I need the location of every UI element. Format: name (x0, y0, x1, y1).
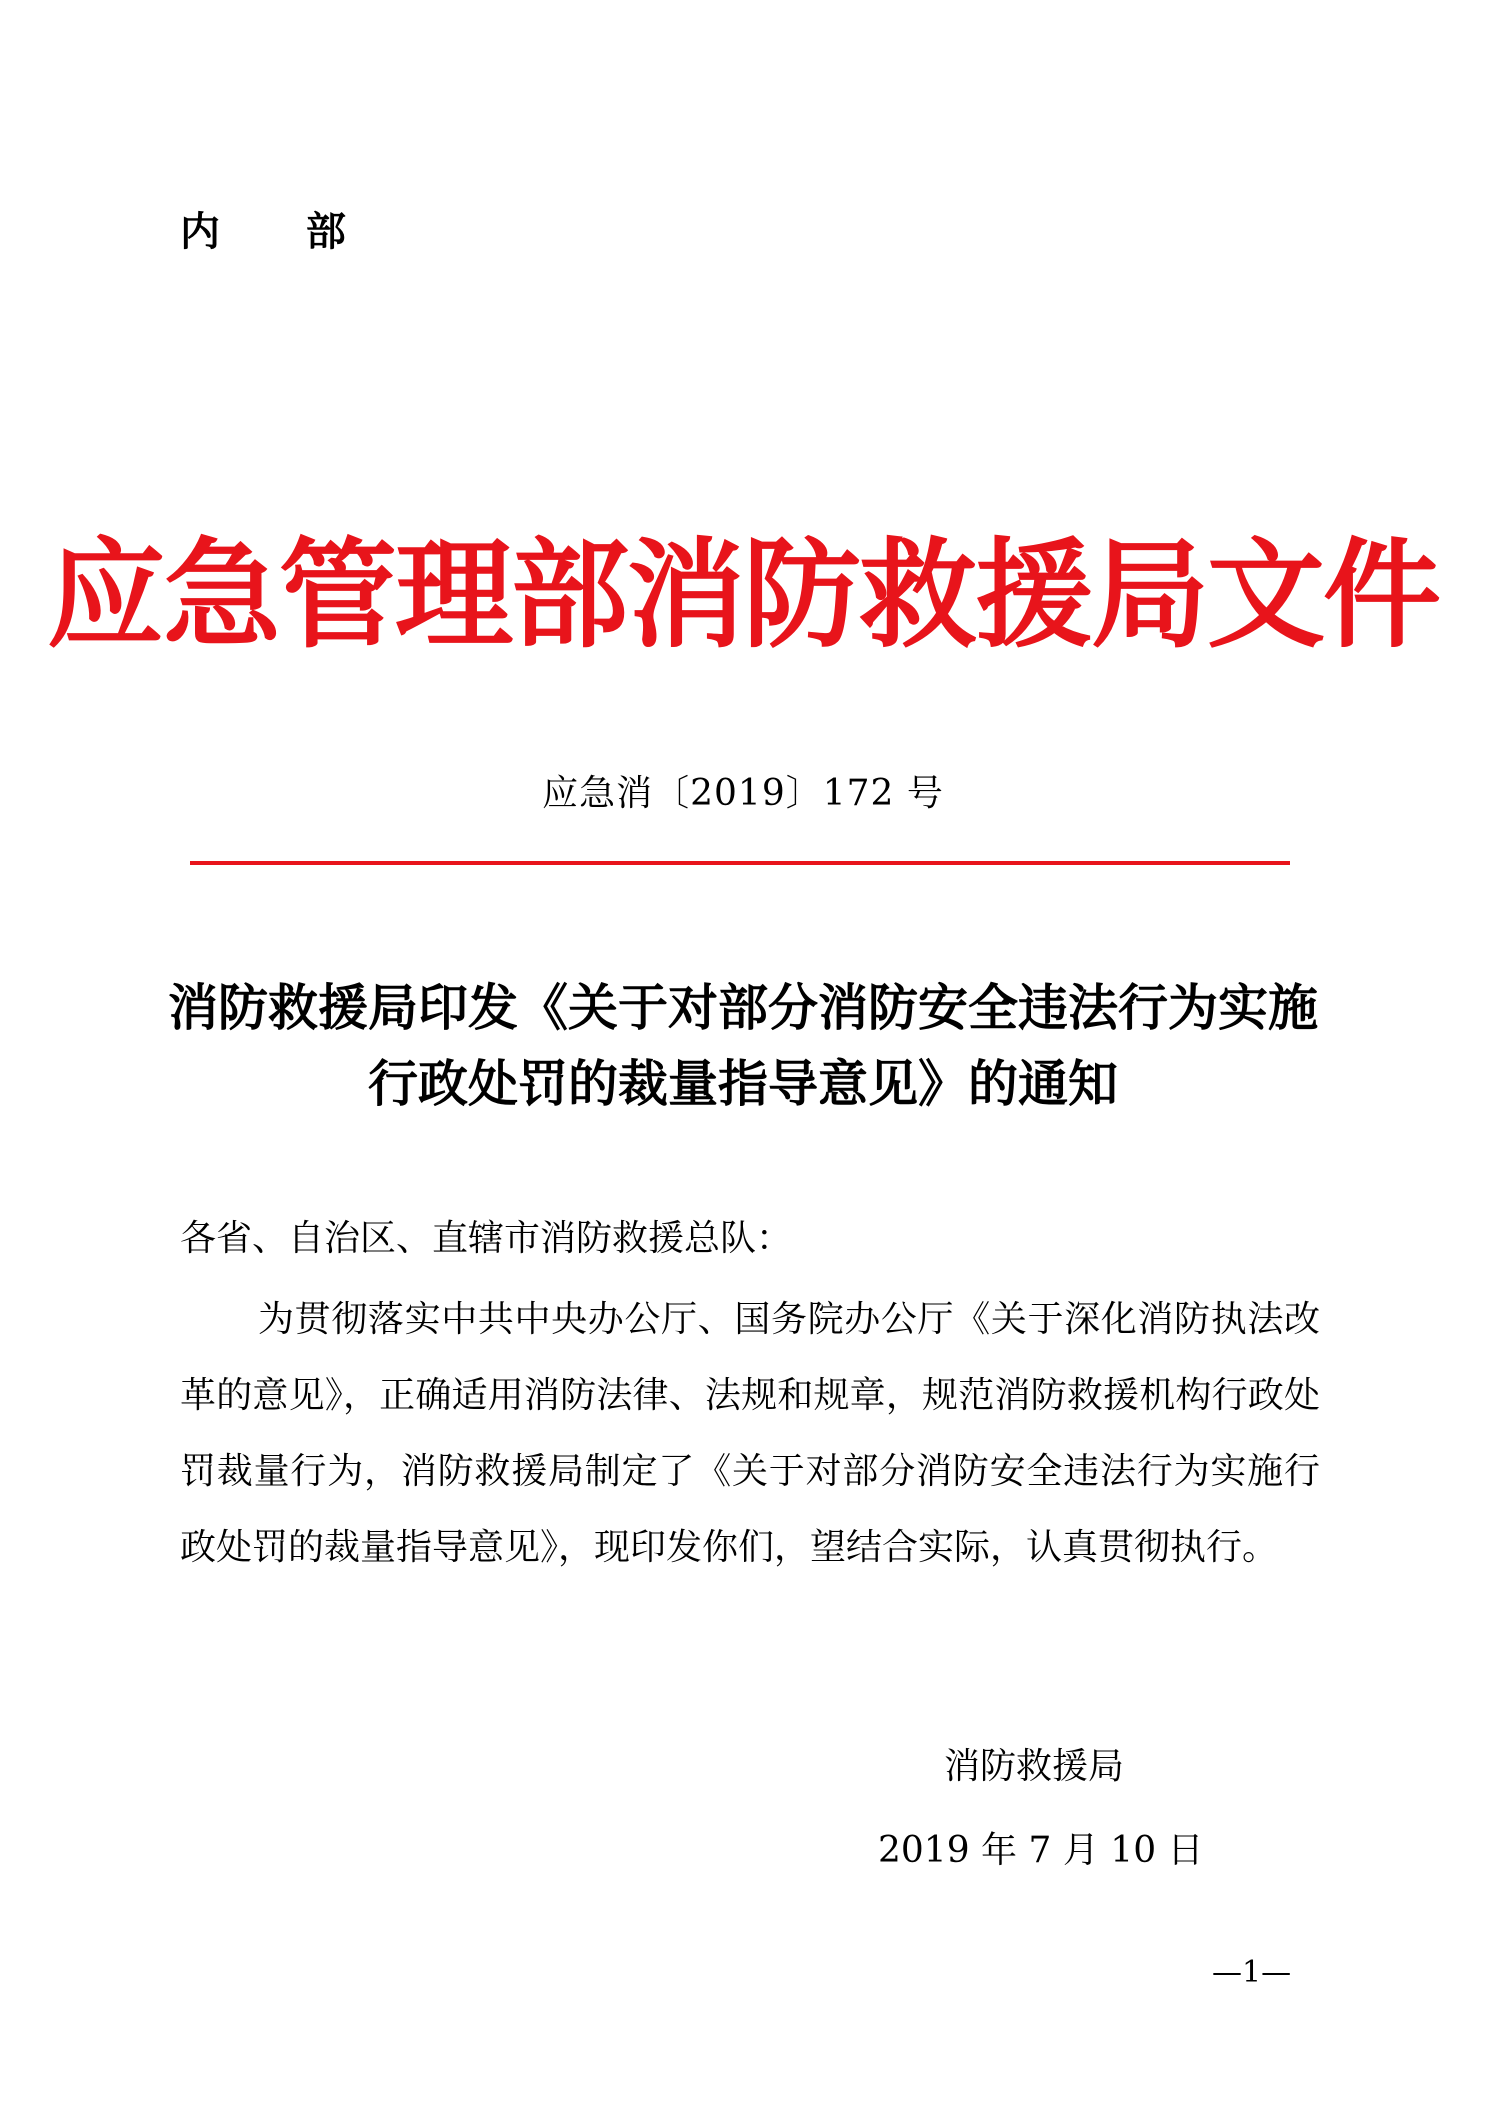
classification-label: 内 部 (180, 209, 382, 255)
salutation: 各省、自治区、直辖市消防救援总队： (180, 1218, 793, 1259)
body-paragraph: 为贯彻落实中共中央办公厅、国务院办公厅《关于深化消防执法改革的意见》，正确适用消防法律、法规和规章，规范消防救援机构行政处罚裁量行为，消防救援局制定了《关于对部分消防安全违法行为实施行政处罚的裁量指导意见》，现印发你们，望结合实际，认真贯彻执行。 (180, 1299, 1320, 1568)
document-title: 消防救援局印发《关于对部分消防安全违法行为实施行政处罚的裁量指导意见》的通知 (168, 978, 1318, 1113)
red-divider-line (190, 861, 1290, 865)
document-number: 应急消〔2019〕172 号 (542, 773, 944, 814)
issuer-red-header: 应急管理部消防救援局文件 (46, 525, 1439, 664)
issue-date: 2019 年 7 月 10 日 (878, 1830, 1204, 1871)
page-number: —1— (1212, 1955, 1292, 1990)
issuer-signature: 消防救援局 (944, 1746, 1125, 1787)
